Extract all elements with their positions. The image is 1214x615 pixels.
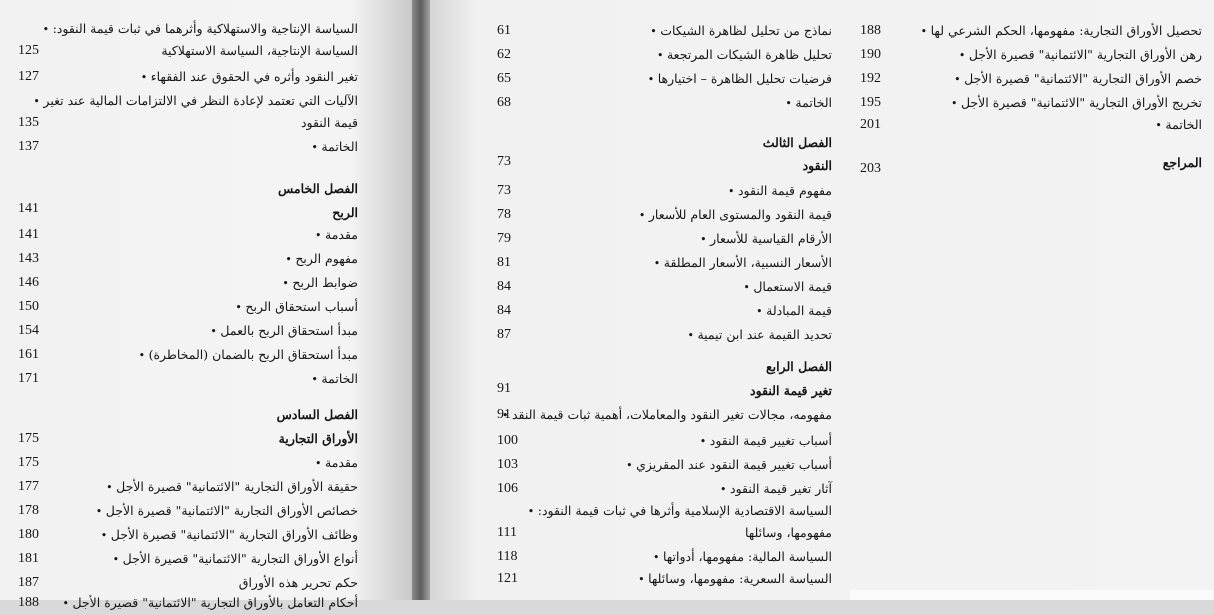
- middle-toc-line: [0, 522, 832, 544]
- page-number: 103: [497, 457, 518, 472]
- chapter-heading: الفصل الثالث: [762, 135, 832, 150]
- page-number: 73: [497, 183, 511, 198]
- middle-toc-line: [0, 324, 832, 346]
- chapter-heading: الفصل الرابع: [765, 359, 832, 374]
- page-number: 175: [18, 455, 39, 470]
- toc-entry-text: مبدأ استحقاق الربح بالعمل •: [210, 320, 358, 343]
- chapter-heading: المراجع: [1162, 155, 1202, 170]
- middle-toc-line: [0, 500, 832, 522]
- toc-entry-text: تحديد القيمة عند ابن تيمية •: [687, 324, 832, 347]
- page-number: 181: [18, 551, 39, 566]
- toc-entry-text: أنواع الأوراق التجارية "الائتمانية" قصيرة الأجل •: [113, 548, 358, 571]
- toc-entry-text: الأسعار النسبية، الأسعار المطلقة •: [654, 252, 832, 275]
- page-number: 195: [860, 95, 881, 110]
- right-toc-line: [0, 92, 1202, 114]
- middle-toc-line: [0, 404, 832, 426]
- toc-entry-text: تحليل ظاهرة الشيكات المرتجعة •: [657, 44, 832, 67]
- middle-toc-line: [0, 568, 832, 590]
- page-number: 143: [18, 251, 39, 266]
- middle-toc-line: [0, 454, 832, 476]
- toc-entry-text: مفهوم الربح •: [285, 248, 358, 271]
- page-number: 141: [18, 227, 39, 242]
- middle-toc-line: [0, 228, 832, 250]
- toc-entry-text: حكم تحرير هذه الأوراق: [238, 575, 358, 590]
- page-number: 146: [18, 275, 39, 290]
- middle-toc-line: [0, 356, 832, 378]
- page-number: 125: [18, 43, 39, 58]
- page-number: 141: [18, 201, 39, 216]
- middle-toc-line: [0, 380, 832, 402]
- page-number: 100: [497, 433, 518, 448]
- toc-entry-text: تحصيل الأوراق التجارية: مفهومها، الحكم الشرعي لها •: [921, 20, 1202, 43]
- page-number: 61: [497, 23, 511, 38]
- page-number: 203: [860, 161, 881, 176]
- toc-entry-text: الأرقام القياسية للأسعار •: [700, 228, 832, 251]
- page-number: 87: [497, 327, 511, 342]
- toc-entry-text: قيمة النقود والمستوى العام للأسعار •: [639, 204, 832, 227]
- page-number: 175: [18, 431, 39, 446]
- page-corner: [850, 590, 1214, 600]
- page-number: 188: [860, 23, 881, 38]
- middle-toc-line: [0, 180, 832, 202]
- toc-entry-text: حقيقة الأوراق التجارية "الائتمانية" قصيرة الأجل •: [106, 476, 358, 499]
- chapter-heading: تغير قيمة النقود: [750, 383, 832, 398]
- middle-toc-line: [0, 300, 832, 322]
- toc-entry-text: أسباب تغيير قيمة النقود •: [700, 430, 832, 453]
- toc-entry-text: مفهومه، مجالات تغير النقود والمعاملات، أهمية ثبات قيمة النقد •: [502, 404, 832, 427]
- page-number: 188: [18, 595, 39, 610]
- toc-entry-text: فرضيات تحليل الظاهرة – اختيارها •: [648, 68, 832, 91]
- page-number: 192: [860, 71, 881, 86]
- toc-entry-text: السياسة الإنتاجية والاستهلاكية وأثرهما في ثبات قيمة النقود: •: [43, 18, 358, 41]
- toc-entry-text: وظائف الأوراق التجارية "الائتمانية" قصيرة الأجل •: [101, 524, 358, 547]
- toc-entry-text: الخاتمة •: [1155, 114, 1202, 137]
- page-number: 81: [497, 255, 511, 270]
- toc-entry-text: تغير النقود وأثره في الحقوق عند الفقهاء •: [141, 66, 358, 89]
- right-toc-line: [0, 114, 1202, 136]
- toc-entry-text: خصائص الأوراق التجارية "الائتمانية" قصيرة الأجل •: [96, 500, 358, 523]
- page-number: 68: [497, 95, 511, 110]
- right-toc-line: [0, 44, 1202, 66]
- right-toc-line: [0, 20, 1202, 42]
- page-number: 201: [860, 117, 881, 132]
- middle-toc-line: [0, 478, 832, 500]
- toc-entry-text: قيمة المبادلة •: [756, 300, 832, 323]
- middle-toc-line: [0, 546, 832, 568]
- chapter-heading: الفصل الخامس: [277, 181, 358, 196]
- toc-entry-text: السياسة الاقتصادية الإسلامية وأثرها في ثبات قيمة النقود: •: [528, 500, 832, 523]
- page-number: 137: [18, 139, 39, 154]
- middle-toc-line: [0, 430, 832, 452]
- toc-entry-text: الخاتمة •: [785, 92, 832, 115]
- toc-entry-text: الخاتمة •: [311, 136, 358, 159]
- middle-toc-line: [0, 204, 832, 226]
- chapter-heading: النقود: [802, 158, 832, 173]
- toc-entry-text: أسباب تغيير قيمة النقود عند المقريزي •: [626, 454, 832, 477]
- toc-entry-text: الآليات التي تعتمد لإعادة النظر في الالتزامات المالية عند تغير •: [33, 90, 358, 113]
- toc-entry-text: قيمة الاستعمال •: [743, 276, 832, 299]
- chapter-heading: الأوراق التجارية: [278, 431, 358, 446]
- page-number: 180: [18, 527, 39, 542]
- page-number: 190: [860, 47, 881, 62]
- page-number: 84: [497, 303, 511, 318]
- toc-entry-text: رهن الأوراق التجارية "الائتمانية" قصيرة الأجل •: [959, 44, 1202, 67]
- toc-entry-text: مفهوم قيمة النقود •: [728, 180, 832, 203]
- toc-entry-text: السياسة السعرية: مفهومها، وسائلها •: [638, 568, 832, 591]
- right-toc-line: [0, 68, 1202, 90]
- page-number: 91: [497, 381, 511, 396]
- page-number: 65: [497, 71, 511, 86]
- toc-entry-text: أسباب استحقاق الربح •: [235, 296, 358, 319]
- toc-entry-text: مفهومها، وسائلها: [744, 525, 832, 540]
- toc-entry-text: السياسة الإنتاجية، السياسة الاستهلاكية: [161, 43, 358, 58]
- page-number: 111: [497, 525, 517, 540]
- page-number: 62: [497, 47, 511, 62]
- page-number: 84: [497, 279, 511, 294]
- page-number: 135: [18, 115, 39, 130]
- page-number: 178: [18, 503, 39, 518]
- page-number: 177: [18, 479, 39, 494]
- page-number: 118: [497, 549, 518, 564]
- page-number: 161: [18, 347, 39, 362]
- page-number: 121: [497, 571, 518, 586]
- toc-entry-text: السياسة المالية: مفهومها، أدواتها •: [653, 546, 832, 569]
- page-number: 91: [497, 407, 511, 422]
- toc-entry-text: مقدمة •: [315, 452, 358, 475]
- page-number: 78: [497, 207, 511, 222]
- page-number: 150: [18, 299, 39, 314]
- page-number: 154: [18, 323, 39, 338]
- toc-entry-text: مقدمة •: [315, 224, 358, 247]
- page-number: 171: [18, 371, 39, 386]
- toc-entry-text: قيمة النقود: [300, 115, 358, 130]
- chapter-heading: الفصل السادس: [276, 407, 358, 422]
- toc-entry-text: مبدأ استحقاق الربح بالضمان (المخاطرة) •: [139, 344, 358, 367]
- middle-toc-line: [0, 252, 832, 274]
- toc-entry-text: أحكام التعامل بالأوراق التجارية "الائتمانية" قصيرة الأجل •: [62, 592, 358, 615]
- page-number: 187: [18, 575, 39, 590]
- page-number: 106: [497, 481, 518, 496]
- right-toc-line: [0, 152, 1202, 174]
- toc-entry-text: تخريج الأوراق التجارية "الائتمانية" قصيرة الأجل •: [951, 92, 1202, 115]
- middle-toc-line: [0, 276, 832, 298]
- page-number: 127: [18, 69, 39, 84]
- page-number: 73: [497, 154, 511, 169]
- toc-entry-text: ضوابط الربح •: [282, 272, 358, 295]
- page-number: 79: [497, 231, 511, 246]
- toc-entry-text: آثار تغير قيمة النقود •: [720, 478, 832, 501]
- toc-entry-text: خصم الأوراق التجارية "الائتمانية" قصيرة الأجل •: [954, 68, 1202, 91]
- toc-entry-text: نماذج من تحليل لظاهرة الشيكات •: [650, 20, 832, 43]
- chapter-heading: الربح: [332, 205, 358, 220]
- toc-entry-text: الخاتمة •: [311, 368, 358, 391]
